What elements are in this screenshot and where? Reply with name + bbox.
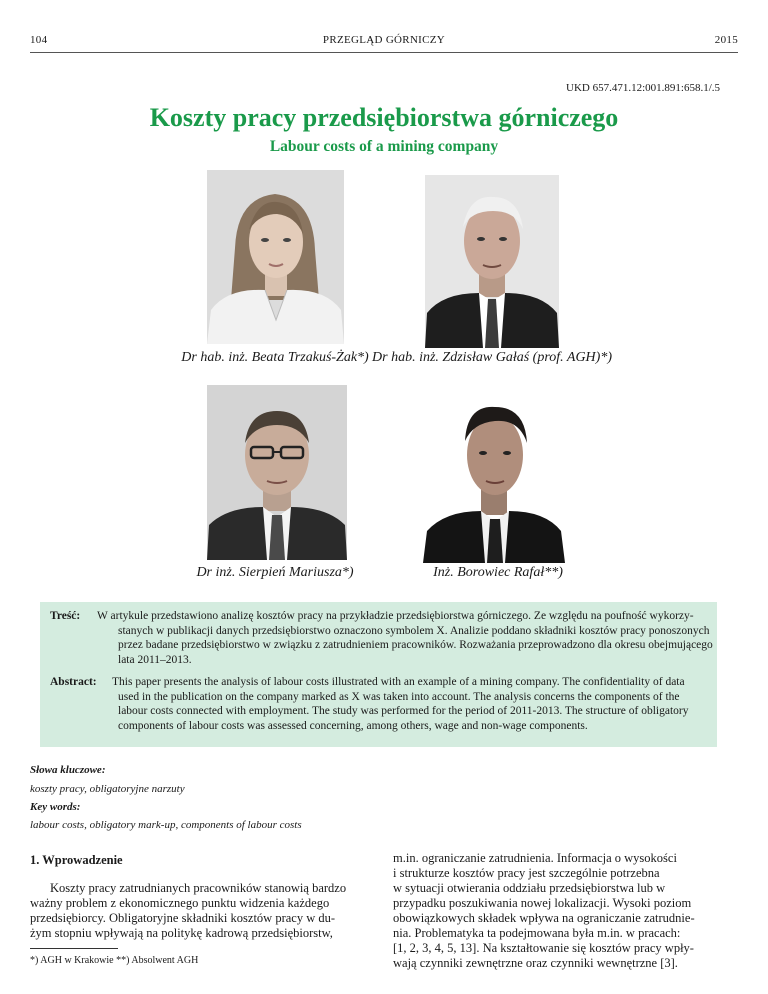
body-line-left: Koszty pracy zatrudnianych pracowników stanowią bardzo	[50, 881, 347, 895]
footnote: *) AGH w Krakowie **) Absolwent AGH	[30, 955, 199, 966]
journal-name: PRZEGLĄD GÓRNICZY	[322, 34, 446, 46]
footnote-rule	[30, 948, 118, 949]
body-line-left: żym stopniu wpływają na politykę kadrową przedsiębiorstw,	[30, 926, 333, 940]
journal-year: 2015	[714, 34, 738, 46]
abstract-en-line: used in the publication on the company marked as X was taken into account. The analysis concerns the components of the	[118, 690, 680, 703]
body-line-right: m.in. ograniczanie zatrudnienia. Informacja o wysokości	[393, 851, 677, 865]
header-rule	[30, 52, 738, 53]
article-subtitle: Labour costs of a mining company	[269, 138, 499, 155]
keywords-pl-label: Słowa kluczowe:	[30, 764, 106, 776]
body-line-right: wają czynniki zewnętrzne oraz czynniki wewnętrzne [3].	[393, 956, 678, 970]
abstract-en-line: labour costs connected with employment. The study was performed for the period of 2011-2013. The structure of obligatory	[118, 705, 689, 717]
article-title: Koszty pracy przedsiębiorstwa górniczego	[149, 103, 619, 132]
keywords-en-label: Key words:	[30, 801, 81, 813]
author-photo-1	[207, 170, 344, 344]
abstract-en-line: components of labour costs was assessed concerning, among others, wage and non-wage components.	[118, 719, 588, 732]
abstract-pl-line: przez badane przedsiębiorstwo w związku z zatrudnieniem pracowników. Rozważania przeprowadzono dla okresu obejmującego	[118, 639, 713, 651]
author-caption-2: Dr hab. inż. Zdzisław Gałaś (prof. AGH)*)	[372, 350, 612, 365]
keywords-en: labour costs, obligatory mark-up, components of labour costs	[30, 819, 302, 831]
body-line-right: i strukturze kosztów pracy jest szczególnie potrzebna	[393, 866, 660, 880]
body-line-left: przedsiębiorcy. Obligatoryjne składniki kosztów pracy w du-	[30, 911, 336, 925]
body-line-right: w sytuacji otwierania oddziału przedsiębiorstwa lub w	[393, 881, 666, 895]
page-number: 104	[30, 34, 48, 46]
body-line-right: obowiązkowych składek wpływa na ograniczanie zatrudnie-	[393, 911, 695, 925]
abstract-pl-line: lata 2011–2013.	[118, 653, 192, 666]
abstract-pl-label: Treść:	[50, 610, 81, 622]
keywords-pl: koszty pracy, obligatoryjne narzuty	[30, 783, 185, 795]
author-photo-2	[425, 175, 559, 348]
section-heading: 1. Wprowadzenie	[30, 853, 123, 867]
body-line-left: ważny problem z ekonomicznego punktu widzenia każdego	[30, 896, 330, 910]
udk-code: UKD 657.471.12:001.891:658.1/.5	[566, 82, 720, 94]
author-caption-4: Inż. Borowiec Rafał**)	[433, 565, 563, 580]
body-line-right: przypadku poszukiwania nowej lokalizacji. Wysoki poziom	[393, 896, 692, 910]
body-line-right: nia. Problematyka ta podejmowana była m.in. w pracach:	[393, 926, 681, 940]
abstract-pl-line: stanych w publikacji danych przedsiębiorstwo oznaczono symbolem X. Analizie poddano składniki kosztów pracy ponoszonych	[118, 624, 710, 637]
abstract-en-line: This paper presents the analysis of labour costs illustrated with an example of a mining company. The confidentiality of data	[112, 676, 685, 688]
body-line-right: [1, 2, 3, 4, 5, 13]. Na kształtowanie się kosztów pracy wpły-	[393, 941, 694, 955]
abstract-pl-line: W artykule przedstawiono analizę kosztów pracy na przykładzie przedsiębiorstwa górniczego. Ze względu na poufność wykorzy-	[97, 610, 694, 622]
author-photo-3	[207, 385, 347, 560]
author-caption-1: Dr hab. inż. Beata Trzakuś-Żak*)	[181, 350, 369, 365]
author-caption-3: Dr inż. Sierpień Mariusza*)	[196, 565, 354, 580]
author-photo-4	[423, 385, 565, 563]
abstract-en-label: Abstract:	[50, 676, 97, 688]
